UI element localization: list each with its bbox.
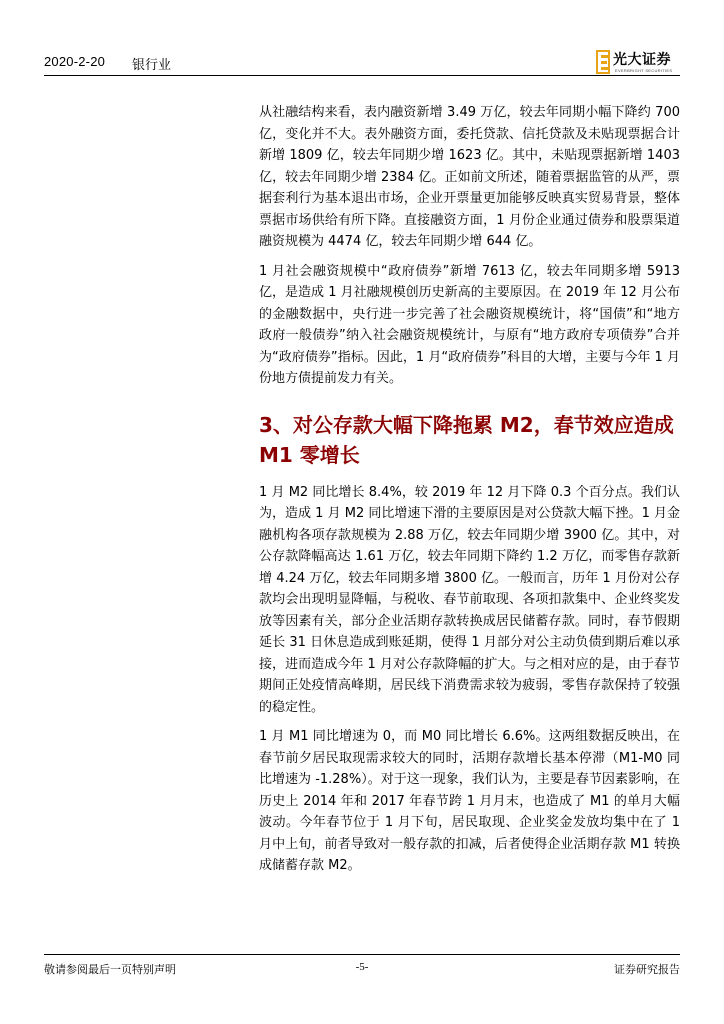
page-number: -5- — [355, 961, 369, 973]
section-title: 3、对公存款大幅下降拖累 M2，春节效应造成 M1 零增长 — [259, 412, 674, 467]
report-sector: 银行业 — [132, 58, 172, 73]
page-header — [44, 52, 680, 76]
report-date: 2020-2-20 — [44, 54, 106, 69]
logo-subtitle: EVERBRIGHT SECURITIES — [615, 68, 673, 73]
footer-report-type: 证券研究报告 — [614, 963, 680, 976]
paragraph-social-financing-structure: 从社融结构来看，表内融资新增 3.49 万亿，较去年同期小幅下降约 700 亿，变化并不大。表外融资方面，委托贷款、信托贷款及未贴现票据合计新增 1809 亿，较去年同期少增 1623 亿。其中，未贴现票据新增 1403 亿，较去年同期少增 2384 亿。正如前文所述，随着票据监管的从严，票据套利行为基本退出市场，企业开票量更加能够反映真实贸易背景，整体票据市场供给有所下降。直接融资方面，1 月份企业通过债券和股票渠道融资规模为 4474 亿，较去年同期少增 644 亿。 — [259, 105, 680, 249]
paragraph-m1-growth: 1 月 M1 同比增速为 0，而 M0 同比增长 6.6%。这两组数据反映出，在春节前夕居民取现需求较大的同时，活期存款增长基本停滞（M1-M0 同比增速为 -1.28%）。对于这一现象，我们认为，主要是春节因素影响，在历史上 2014 年和 2017 年春节跨 1 月月末，也造成了 M1 的单月大幅波动。今年春节位于 1 月下旬，居民取现、企业奖金发放均集中在了 1 月中上旬，前者导致对一般存款的扣减，后者使得企业活期存款 M1 转换成储蓄存款 M2。 — [259, 729, 680, 873]
company-logo — [596, 48, 680, 78]
logo-text: 光大证券 — [613, 52, 671, 68]
main-content — [259, 102, 680, 885]
paragraph-government-bonds: 1 月社会融资规模中“政府债券”新增 7613 亿，较去年同期多增 5913 亿，是造成 1 月社融规模创历史新高的主要原因。在 2019 年 12 月公布的金融数据中，央行进一步完善了社会融资规模统计，将“国债”和“地方政府一般债券”纳入社会融资规模统计，与原有“地方政府专项债券”合并为“政府债券”指标。因此，1 月“政府债券”科目的大增，主要与今年 1 月份地方债提前发力有关。 — [259, 263, 680, 386]
footer-divider — [44, 954, 680, 955]
header-divider — [44, 75, 680, 76]
logo-mark-icon — [596, 50, 610, 74]
footer-disclaimer: 敬请参阅最后一页特别声明 — [44, 963, 176, 976]
paragraph-m2-growth: 1 月 M2 同比增长 8.4%，较 2019 年 12 月下降 0.3 个百分点。我们认为，造成 1 月 M2 同比增速下滑的主要原因是对公贷款大幅下挫。1 月金融机构各项存款规模为 2.88 万亿，较去年同期少增 3900 亿。其中，对公存款降幅高达 1.61 万亿，较去年同期下降约 1.2 万亿，而零售存款新增 4.24 万亿，较去年同期多增 3800 亿。一般而言，历年 1 月份对公存款均会出现明显降幅，与税收、春节前取现、各项扣款集中、企业终奖发放等因素有关，部分企业活期存款转换成居民储蓄存款。同时，春节假期延长 31 日休息造成到账延期，使得 1 月部分对公主动负债到期后难以承接，进而造成今年 1 月对公存款降幅的扩大。与之相对应的是，由于春节期间正处疫情高峰期，居民线下消费需求较为疲弱，零售存款保持了较强的稳定性。 — [259, 484, 680, 715]
